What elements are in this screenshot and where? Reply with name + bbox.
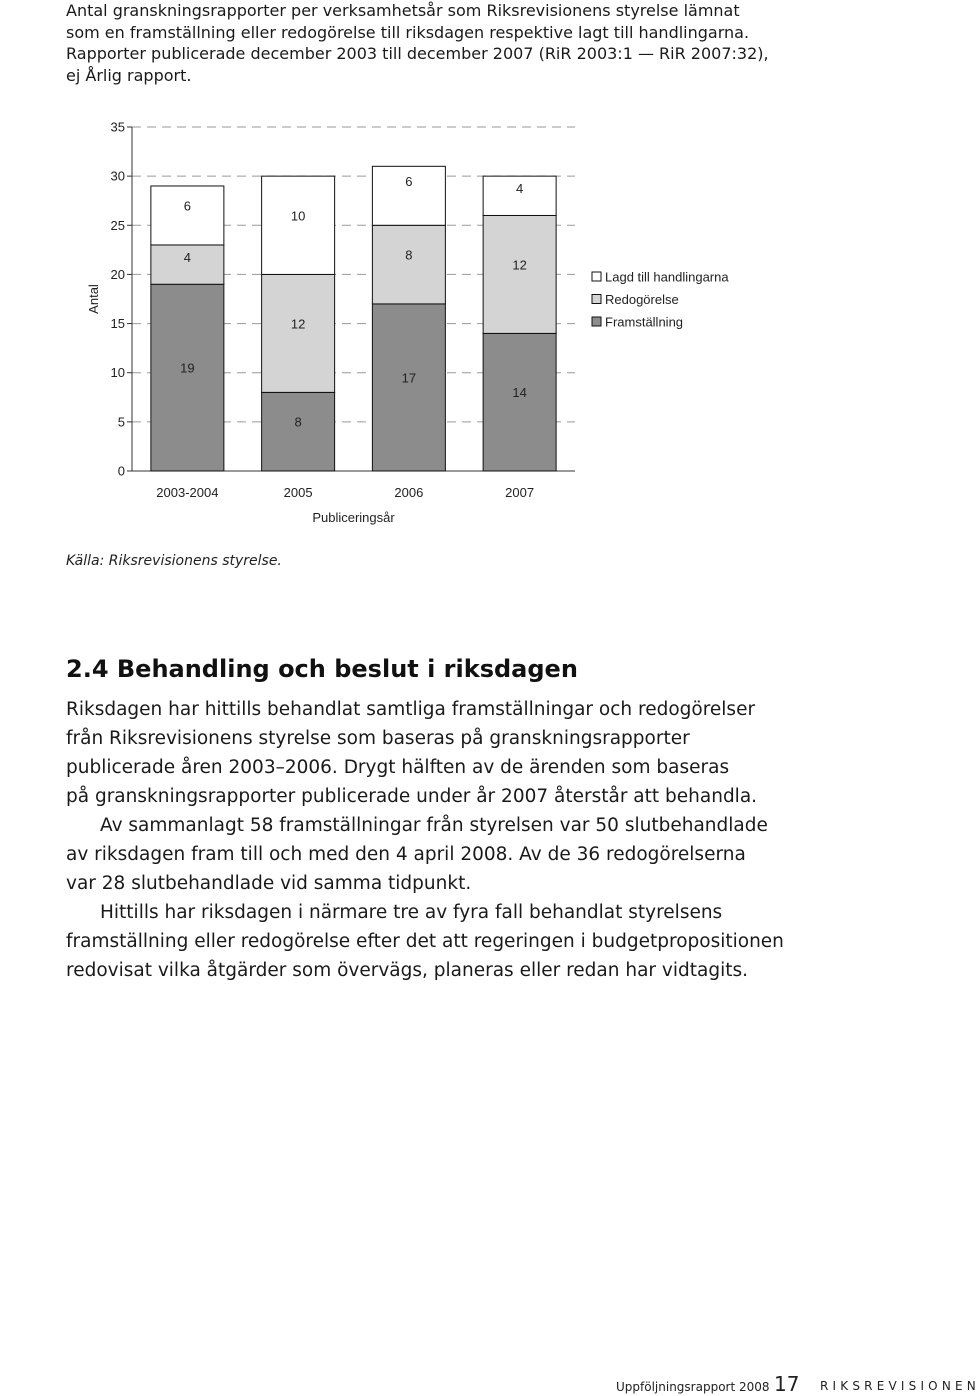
paragraph — [66, 811, 926, 898]
bar-segment — [262, 176, 335, 274]
x-tick-label: 2005 — [283, 485, 313, 500]
x-axis-title: Publiceringsår — [312, 510, 395, 525]
legend-label: Framställning — [605, 314, 684, 330]
data-label: 4 — [183, 249, 191, 265]
data-label: 8 — [405, 247, 413, 263]
y-tick-label: 30 — [110, 168, 125, 184]
legend-label: Redogörelse — [605, 292, 679, 307]
bar-segment — [151, 284, 224, 471]
text-line: var 28 slutbehandlade vid samma tidpunkt. — [66, 873, 472, 894]
y-tick-label: 10 — [110, 365, 125, 381]
data-label: 14 — [512, 385, 527, 401]
text-line: från Riksrevisionens styrelse som baseras på granskningsrapporter — [66, 728, 690, 749]
caption-line: som en framställning eller redogörelse till riksdagen respektive lagt till handlingarna. — [66, 22, 750, 42]
bar-segment — [372, 304, 445, 471]
legend-swatch — [592, 272, 601, 281]
chart-source: Källa: Riksrevisionens styrelse. — [66, 553, 282, 569]
data-label: 6 — [405, 173, 413, 189]
legend-label: Lagd till handlingarna — [605, 269, 729, 285]
data-label: 19 — [180, 360, 195, 376]
y-tick-label: 15 — [110, 316, 125, 332]
paragraph — [66, 695, 926, 811]
text-line: Riksdagen har hittills behandlat samtliga framställningar och redogörelser — [66, 699, 756, 720]
y-axis-title: Antal — [86, 284, 101, 314]
text-line: framställning eller redogörelse efter det att regeringen i budgetpropositionen — [66, 931, 784, 952]
bar-segment — [151, 186, 224, 245]
caption-line: Rapporter publicerade december 2003 till december 2007 (RiR 2003:1 — RiR 2007:32), — [66, 44, 769, 63]
text-line: redovisat vilka åtgärder som övervägs, planeras eller redan har vidtagits. — [66, 960, 748, 981]
footer-report-title: Uppföljningsrapport 2008 — [616, 1380, 770, 1394]
y-tick-label: 25 — [110, 217, 125, 233]
x-tick-label: 2003-2004 — [156, 485, 219, 500]
legend-swatch — [592, 295, 601, 304]
data-label: 6 — [183, 198, 191, 214]
brand-wordmark: RIKSREVISIONEN — [820, 1379, 980, 1393]
y-tick-label: 0 — [117, 463, 125, 479]
y-tick-label: 35 — [110, 119, 125, 135]
bar-segment — [372, 225, 445, 304]
paragraph — [66, 898, 926, 985]
stacked-bar-chart — [0, 0, 960, 540]
data-label: 8 — [294, 414, 302, 430]
bar-segment — [262, 274, 335, 392]
bar-segment — [262, 392, 335, 471]
data-label: 4 — [516, 181, 524, 197]
caption-line: Antal granskningsrapporter per verksamhetsår som Riksrevisionens styrelse lämnat — [66, 1, 740, 20]
page-number: 17 — [774, 1372, 800, 1396]
data-label: 12 — [512, 257, 527, 273]
data-label: 12 — [290, 316, 306, 332]
x-tick-label: 2006 — [394, 485, 424, 500]
text-line: Av sammanlagt 58 framställningar från styrelsen var 50 slutbehandlade — [100, 815, 768, 836]
legend-swatch — [592, 317, 601, 326]
page-footer — [0, 1372, 980, 1396]
y-tick-label: 20 — [110, 266, 125, 282]
data-label: 17 — [401, 370, 417, 386]
y-tick-label: 5 — [117, 414, 125, 430]
text-line: publicerade åren 2003–2006. Drygt hälften av de ärenden som baseras — [66, 757, 730, 778]
bar-segment — [483, 333, 556, 471]
section-heading: 2.4 Behandling och beslut i riksdagen — [66, 655, 578, 683]
text-line: Hittills har riksdagen i närmare tre av fyra fall behandlat styrelsens — [100, 902, 723, 923]
bar-segment — [483, 215, 556, 333]
data-label: 10 — [290, 208, 306, 224]
caption-line: ej Årlig rapport. — [66, 65, 192, 85]
text-line: av riksdagen fram till och med den 4 april 2008. Av de 36 redogörelserna — [66, 844, 746, 865]
text-line: på granskningsrapporter publicerade under år 2007 återstår att behandla. — [66, 786, 758, 807]
section-body — [66, 695, 926, 985]
x-tick-label: 2007 — [505, 485, 535, 500]
